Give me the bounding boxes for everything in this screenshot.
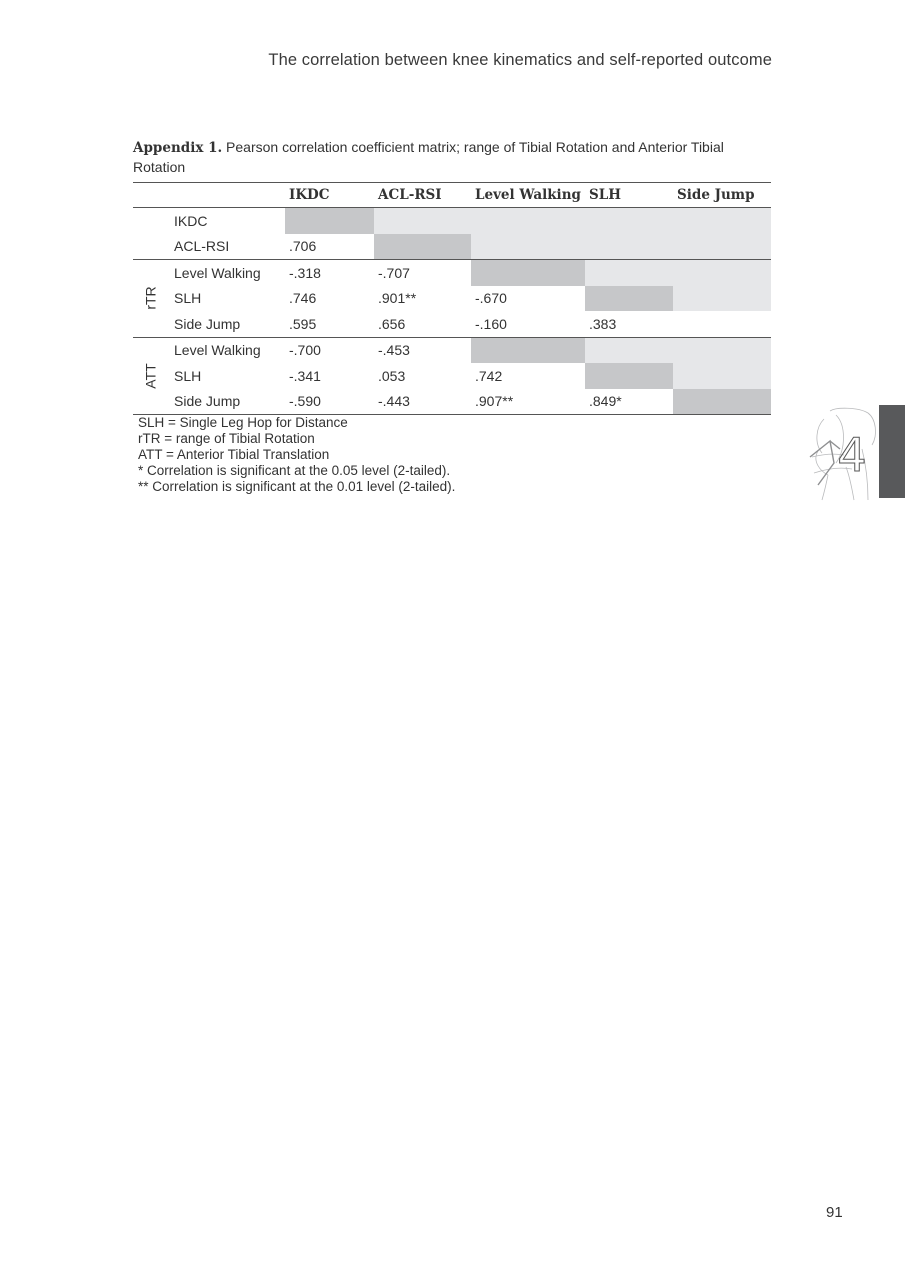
group-label-cell — [133, 234, 164, 260]
column-header: ACL-RSI — [378, 187, 442, 203]
value-cell: -.700 — [289, 342, 321, 359]
shaded-cell — [471, 208, 585, 234]
shaded-cell — [585, 260, 673, 286]
value-cell: -.453 — [378, 342, 410, 359]
value-cell: -.341 — [289, 367, 321, 384]
column-header: IKDC — [289, 187, 330, 203]
table-row — [133, 363, 771, 389]
column-header: SLH — [589, 187, 621, 203]
diagonal-cell — [374, 234, 471, 260]
row-label: Level Walking — [174, 342, 261, 359]
diagonal-cell — [585, 286, 673, 312]
header-empty-cell — [164, 183, 285, 208]
chapter-tab — [879, 405, 905, 498]
shaded-cell — [471, 234, 585, 260]
table-row — [133, 389, 771, 415]
value-cell: .907** — [475, 393, 514, 410]
row-label: Side Jump — [174, 393, 241, 410]
running-head: The correlation between knee kinematics and self-reported outcome — [268, 51, 772, 69]
footnote: rTR = range of Tibial Rotation — [138, 431, 315, 446]
group-label-rtr — [133, 260, 164, 338]
diagonal-cell — [673, 389, 771, 415]
value-cell: .706 — [289, 238, 317, 255]
table-caption — [133, 138, 772, 177]
shaded-cell — [673, 234, 771, 260]
row-label: Level Walking — [174, 264, 261, 281]
value-cell: -.670 — [475, 290, 507, 307]
shaded-cell — [673, 286, 771, 312]
diagonal-cell — [585, 363, 673, 389]
value-cell: -.707 — [378, 264, 410, 281]
group-label-text: ATT — [142, 363, 159, 389]
table-row — [133, 260, 771, 286]
table-row — [133, 234, 771, 260]
page-number: 91 — [826, 1204, 843, 1221]
shaded-cell — [673, 363, 771, 389]
caption-label: Appendix 1. — [133, 140, 223, 156]
group-label-cell — [133, 208, 164, 234]
value-cell: -.318 — [289, 264, 321, 281]
knee-sketch-chapter-marker — [806, 405, 886, 501]
table-header-row — [133, 183, 771, 208]
diagonal-cell — [285, 208, 374, 234]
shaded-cell — [673, 260, 771, 286]
diagonal-cell — [471, 337, 585, 363]
row-label: SLH — [174, 290, 202, 307]
table-footnotes — [138, 415, 455, 495]
value-cell: .901** — [378, 290, 417, 307]
table-row — [133, 286, 771, 312]
footnote: ** Correlation is significant at the 0.01 level (2-tailed). — [138, 479, 456, 494]
shaded-cell — [585, 208, 673, 234]
caption-text: Pearson correlation coefficient matrix; range of Tibial Rotation and Anterior Tibial Rotation — [133, 139, 724, 175]
diagonal-cell — [471, 260, 585, 286]
ligament-line-icon — [810, 441, 840, 485]
column-header: Level Walking — [475, 187, 581, 203]
row-label: SLH — [174, 367, 202, 384]
column-header: Side Jump — [677, 187, 755, 203]
value-cell: .742 — [475, 367, 503, 384]
correlation-matrix-table — [133, 182, 771, 415]
shaded-cell — [585, 234, 673, 260]
chapter-number: 4 — [837, 428, 867, 482]
value-cell: -.160 — [475, 315, 507, 332]
value-cell: .383 — [589, 315, 617, 332]
group-label-att — [133, 337, 164, 415]
value-cell — [673, 311, 771, 337]
group-label-text: rTR — [142, 286, 159, 310]
row-label: Side Jump — [174, 315, 241, 332]
value-cell: -.590 — [289, 393, 321, 410]
shaded-cell — [374, 208, 471, 234]
row-label: ACL-RSI — [174, 238, 230, 255]
table-row — [133, 208, 771, 234]
table-row — [133, 337, 771, 363]
row-label: IKDC — [174, 212, 208, 229]
value-cell: .849* — [589, 393, 622, 410]
header-empty-cell — [133, 183, 164, 208]
value-cell: .595 — [289, 315, 317, 332]
value-cell: .656 — [378, 315, 406, 332]
value-cell: .746 — [289, 290, 317, 307]
footnote: ATT = Anterior Tibial Translation — [138, 447, 330, 462]
shaded-cell — [673, 337, 771, 363]
footnote: SLH = Single Leg Hop for Distance — [138, 415, 348, 430]
table-row — [133, 311, 771, 337]
shaded-cell — [673, 208, 771, 234]
value-cell: -.443 — [378, 393, 410, 410]
footnote: * Correlation is significant at the 0.05 level (2-tailed). — [138, 463, 451, 478]
shaded-cell — [585, 337, 673, 363]
value-cell: .053 — [378, 367, 406, 384]
